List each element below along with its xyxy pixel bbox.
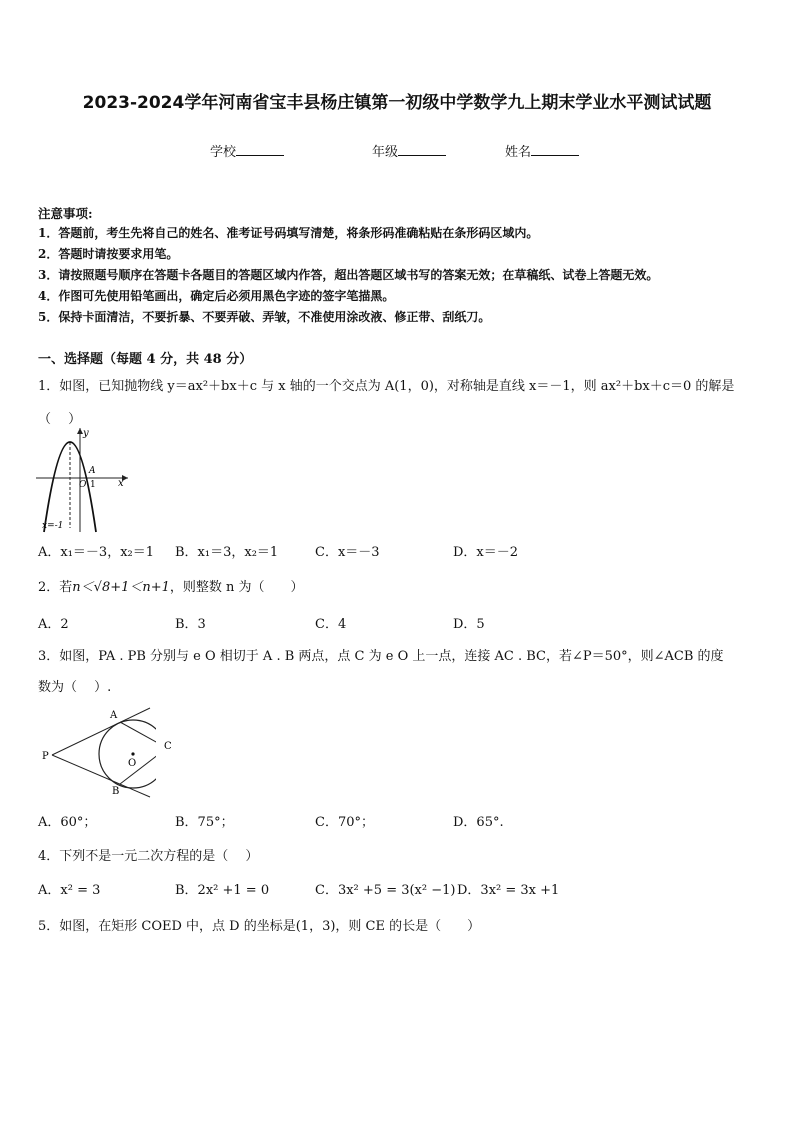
school-blank <box>236 143 284 156</box>
q4-option-c[interactable]: C．3x² +5 = 3(x² −1) <box>315 883 456 898</box>
center-o-label: O <box>128 758 137 769</box>
note-item: 1．答题前，考生先将自己的姓名、准考证号码填写清楚，将条形码准确粘贴在条形码区域内。 <box>38 226 539 240</box>
point-a-label: A <box>110 710 118 721</box>
q4-option-a[interactable]: A．x² = 3 <box>38 883 101 898</box>
chord-ac <box>120 722 156 748</box>
origin-label: O <box>79 480 87 490</box>
note-item: 3．请按照题号顺序在答题卡各题目的答题区域内作答，超出答题区域书写的答案无效；在草稿纸、试卷上答题无效。 <box>38 268 659 282</box>
point-a-label: A <box>89 466 96 476</box>
exam-title: 2023-2024学年河南省宝丰县杨庄镇第一初级中学数学九上期末学业水平测试试题 <box>82 93 712 113</box>
question-3-stem-cont: 数为（ ）. <box>38 680 112 695</box>
q2-prefix: 2．若 <box>38 580 73 595</box>
name-blank <box>531 143 579 156</box>
question-5-stem: 5．如图，在矩形 COED 中，点 D 的坐标是(1，3)，则 CE 的长是（ ） <box>38 919 481 934</box>
q4-option-b[interactable]: B．2x² +1 = 0 <box>175 883 270 898</box>
q2-option-c[interactable]: C．4 <box>315 617 347 632</box>
tangent-circle-figure <box>36 704 156 800</box>
q3-option-d[interactable]: D．65°. <box>453 815 504 830</box>
q3-option-c[interactable]: C．70°； <box>315 815 374 830</box>
q2-option-d[interactable]: D．5 <box>453 617 485 632</box>
grade-blank <box>398 143 446 156</box>
question-4-stem: 4．下列不是一元二次方程的是（ ） <box>38 849 259 864</box>
note-item: 5．保持卡面清洁，不要折暴、不要弄破、弄皱，不准使用涂改液、修正带、刮纸刀。 <box>38 310 491 324</box>
q1-option-d[interactable]: D．x＝－2 <box>453 545 519 560</box>
grade-field <box>372 141 446 160</box>
section-heading: 一、选择题（每题 4 分，共 48 分） <box>38 352 253 367</box>
notes-heading: 注意事项: <box>38 206 93 221</box>
question-3-stem: 3．如图，PA . PB 分别与 e O 相切于 A . B 两点，点 C 为 e O 上一点，连接 AC . BC，若∠P＝50°，则∠ACB 的度 <box>38 649 724 664</box>
point-b-label: B <box>112 786 120 797</box>
parabola-figure <box>36 424 136 534</box>
question-1-stem-cont: （ ） <box>38 412 82 427</box>
x-label: x <box>118 478 124 489</box>
q2-expression: n＜√8+1＜n+1 <box>72 580 170 595</box>
q2-option-b[interactable]: B．3 <box>175 617 206 632</box>
name-label: 姓名 <box>505 145 532 160</box>
point-c-marker <box>160 736 180 752</box>
symmetry-axis-label: x=-1 <box>42 521 64 531</box>
question-1-stem: 1．如图，已知抛物线 y＝ax²＋bx＋c 与 x 轴的一个交点为 A(1，0)，对称轴是直线 x＝－1，则 ax²＋bx＋c＝0 的解是 <box>38 379 735 394</box>
q1-option-b[interactable]: B．x₁＝3，x₂＝1 <box>175 545 279 560</box>
tick-one-label: 1 <box>90 480 96 490</box>
q2-option-a[interactable]: A．2 <box>38 617 69 632</box>
school-field <box>210 141 284 160</box>
q3-option-a[interactable]: A．60°； <box>38 815 97 830</box>
q3-option-b[interactable]: B．75°； <box>175 815 234 830</box>
point-c-label: C <box>164 741 172 752</box>
q1-option-a[interactable]: A．x₁＝－3，x₂＝1 <box>38 545 155 560</box>
q2-suffix: ，则整数 n 为（ ） <box>169 580 304 595</box>
center-dot <box>131 752 134 755</box>
grade-label: 年级 <box>372 145 399 160</box>
q4-option-d[interactable]: D．3x² = 3x +1 <box>457 883 560 898</box>
note-item: 2．答题时请按要求用笔。 <box>38 247 179 261</box>
note-item: 4．作图可先使用铅笔画出，确定后必须用黑色字迹的签字笔描黑。 <box>38 289 395 303</box>
question-2-stem <box>38 576 304 595</box>
chord-bc <box>120 748 156 784</box>
school-label: 学校 <box>210 145 237 160</box>
point-p-label: P <box>42 751 49 762</box>
y-label: y <box>83 428 89 439</box>
tangent-line-pa <box>52 708 150 755</box>
q1-option-c[interactable]: C．x＝－3 <box>315 545 380 560</box>
name-field <box>505 141 579 160</box>
